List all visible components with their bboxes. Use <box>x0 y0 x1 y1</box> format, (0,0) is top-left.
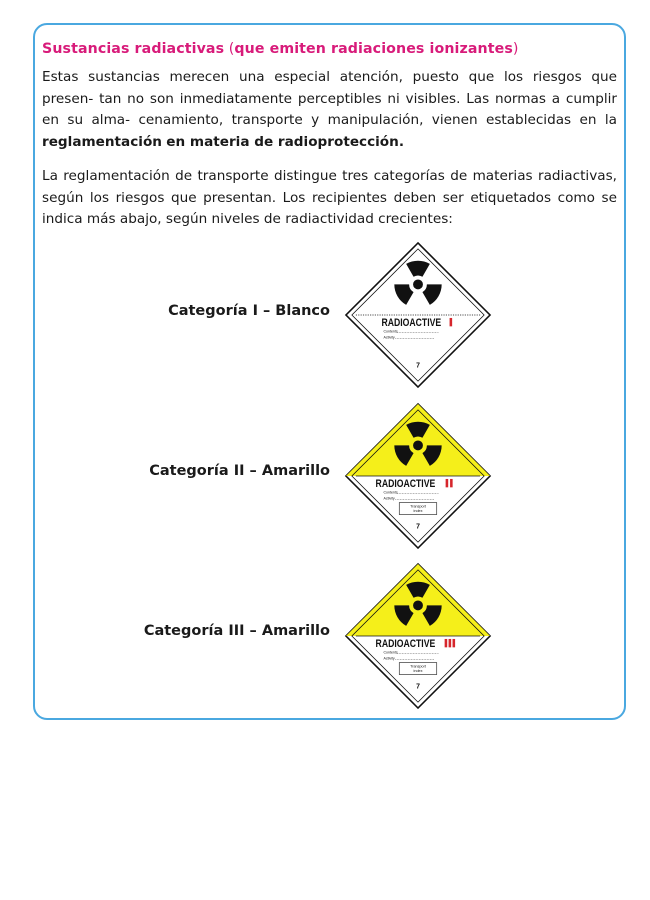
placard-contents: Contents <box>383 490 398 495</box>
placard-activity: Activity <box>383 496 395 501</box>
category-1-label: Categoría I – Blanco <box>168 303 330 319</box>
category-bar <box>453 639 456 647</box>
category-bar <box>450 479 453 487</box>
category-bar <box>450 318 453 326</box>
placard-cat-2-svg <box>344 402 492 550</box>
placard-word: RADIOACTIVE <box>375 638 436 651</box>
category-bar <box>449 639 452 647</box>
placard-activity: Activity <box>383 656 395 661</box>
placard-word: RADIOACTIVE <box>375 478 436 491</box>
class-number: 7 <box>416 523 420 531</box>
category-bar <box>445 639 448 647</box>
placard-contents: Contents <box>383 329 398 334</box>
section-title: Sustancias radiactivas (que emiten radiaciones ionizantes) <box>42 41 519 57</box>
radioactive-label-category-1 <box>344 241 492 389</box>
placard-yellow-top <box>346 564 490 636</box>
radioactive-label-category-2 <box>344 402 492 550</box>
intro-paragraph: Estas sustancias merecen una especial atención, puesto que los riesgos que presen- tan no son inmediatamente perceptibles ni visibles. Las normas a cumplir en su alma- cenamiento, transporte y manipulación, vienen establecidas en la reglamentación en materia de radioprotección. <box>42 69 617 150</box>
transport-index-line2: index <box>413 509 423 514</box>
transport-index-line2: index <box>413 669 423 674</box>
placard-cat-3-svg <box>344 562 492 710</box>
transport-paragraph: La reglamentación de transporte distingue tres categorías de materias radiactivas, según los riesgos que presentan. Los recipientes deben ser etiquetados como se indica más abajo, según niveles de radiactividad crecientes: <box>42 168 617 227</box>
transport-index-line1: Transport <box>410 504 426 509</box>
placard-word: RADIOACTIVE <box>381 317 442 330</box>
placard-cat-1-svg <box>344 241 492 389</box>
placard-activity: Activity <box>383 335 395 340</box>
category-2-label: Categoría II – Amarillo <box>149 463 330 479</box>
radioactive-label-category-3 <box>344 562 492 710</box>
category-bar <box>446 479 449 487</box>
class-number: 7 <box>416 362 420 370</box>
placard-yellow-top <box>346 404 490 476</box>
transport-index-line1: Transport <box>410 664 426 669</box>
class-number: 7 <box>416 683 420 691</box>
placard-contents: Contents <box>383 650 398 655</box>
category-3-label: Categoría III – Amarillo <box>143 623 330 639</box>
